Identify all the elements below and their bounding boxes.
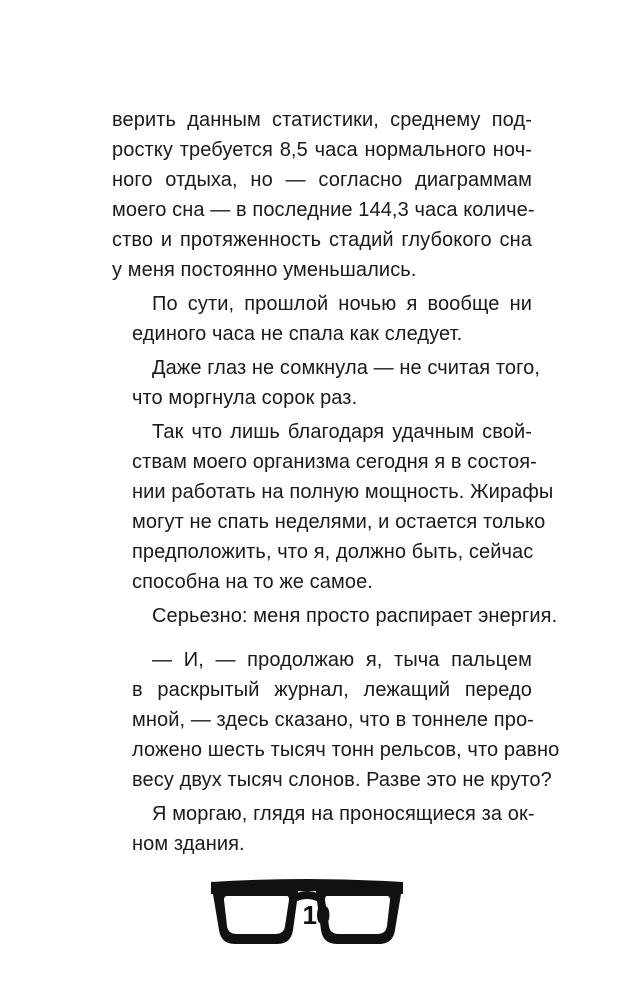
text-line: могут не спать неделями, и остается только	[132, 511, 546, 533]
paragraph	[112, 645, 560, 795]
text-line: единого часа не спала как следует.	[132, 323, 463, 345]
text-line: ном здания.	[132, 833, 245, 855]
text-line: ствам моего организма сегодня я в состоя-	[132, 451, 537, 473]
text-line: Даже глаз не сомкнула — не считая того,	[152, 357, 540, 379]
text-line: Я моргаю, глядя на проносящиеся за ок-	[152, 803, 535, 825]
text-line: мной, — здесь сказано, что в тоннеле про-	[132, 709, 534, 731]
text-line: ложено шесть тысяч тонн рельсов, что равно	[132, 739, 560, 761]
text-line: По сути, прошлой ночью я вообще ни	[152, 293, 532, 315]
text-line: ство и протяженность стадий глубокого сна	[112, 229, 532, 251]
text-line: ростку требуется 8,5 часа нормального ноч-	[112, 139, 532, 161]
paragraph	[112, 601, 558, 631]
text-line: в раскрытый журнал, лежащий передо	[132, 679, 532, 701]
text-line: что моргнула сорок раз.	[132, 387, 358, 409]
page-number: 10	[302, 900, 330, 930]
text-line: способна на то же самое.	[132, 571, 373, 593]
text-line: Серьезно: меня просто распирает энергия.	[152, 605, 558, 627]
text-line: моего сна — в последние 144,3 часа количе-	[112, 199, 535, 221]
paragraph	[112, 353, 540, 413]
paragraph	[112, 799, 535, 859]
text-line: — И, — продолжаю я, тыча пальцем	[152, 649, 532, 671]
text-line: предположить, что я, должно быть, сейчас	[132, 541, 534, 563]
text-line: нии работать на полную мощность. Жирафы	[132, 481, 554, 503]
text-block-top	[112, 105, 558, 635]
text-line: у меня постоянно уменьшались.	[112, 259, 417, 281]
paragraph	[112, 417, 554, 597]
text-line: верить данным статистики, среднему под-	[112, 109, 532, 131]
text-line: ного отдыха, но — согласно диаграммам	[112, 169, 532, 191]
text-block-bottom	[112, 645, 560, 863]
text-line: Так что лишь благодаря удачным свой-	[152, 421, 532, 443]
paragraph	[112, 289, 532, 349]
paragraph	[112, 105, 535, 285]
text-line: весу двух тысяч слонов. Разве это не круто?	[132, 769, 552, 791]
